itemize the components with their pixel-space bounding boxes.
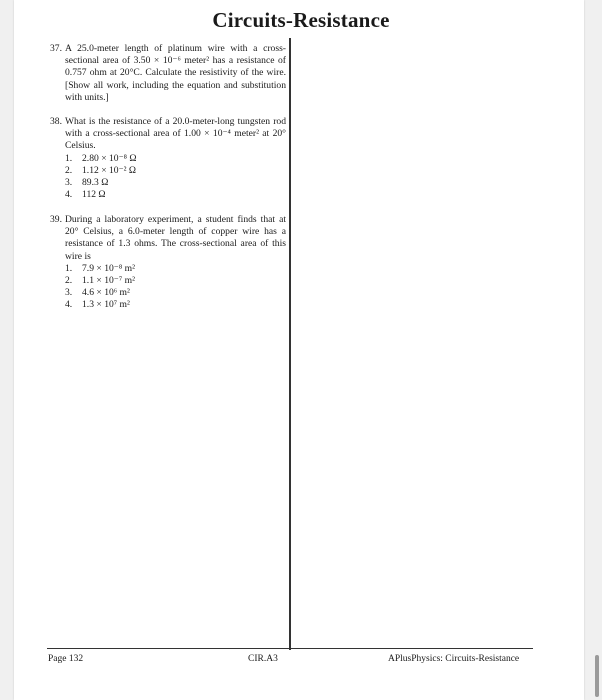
question-39 [50,214,286,312]
question-number: 39. [50,214,62,225]
footer-rule [47,648,533,649]
question-number: 38. [50,116,62,127]
option-number: 3. [65,287,73,299]
option-number: 4. [65,189,73,201]
option-text: 2.80 × 10⁻⁸ Ω [82,152,137,164]
answer-options [50,263,286,312]
option-text: 89.3 Ω [82,176,109,188]
document-page [14,0,584,700]
answer-option [65,299,286,311]
option-number: 4. [65,299,73,311]
option-number: 2. [65,164,73,176]
question-text: A 25.0-meter length of platinum wire with a cross-sectional area of 3.50 × 10⁻⁶ meter² has a resistance of 0.757 ohm at 20°C. Calculate the resistivity of the wire. [Show all work, including the equation and substitution with units.] [65,43,286,103]
footer-page-number: Page 132 [48,654,84,664]
answer-option [65,153,286,165]
answer-option [65,177,286,189]
question-number: 37. [50,43,62,54]
option-text: 7.9 × 10⁻⁸ m² [82,262,135,274]
option-text: 112 Ω [82,189,106,201]
question-37 [50,43,286,104]
option-number: 3. [65,176,73,188]
page-title: Circuits-Resistance [212,8,390,32]
footer-code: CIR.A3 [248,654,278,664]
option-text: 1.3 × 10⁷ m² [82,299,130,311]
scrollbar-thumb[interactable] [595,655,599,697]
answer-option [65,189,286,201]
question-38 [50,116,286,201]
answer-option [65,263,286,275]
answer-options [50,153,286,202]
answer-option [65,275,286,287]
question-text: During a laboratory experiment, a student finds that at 20° Celsius, a 6.0-meter length of copper wire has a resistance of 1.3 ohms. The cross-sectional area of this wire is [65,214,286,262]
question-text: What is the resistance of a 20.0-meter-long tungsten rod with a cross-sectional area of 1.00 × 10⁻⁴ meter² at 20° Celsius. [65,116,286,152]
column-divider [289,38,291,650]
answer-option [65,287,286,299]
option-number: 1. [65,262,73,274]
option-number: 2. [65,275,73,286]
option-text: 1.1 × 10⁻⁷ m² [82,275,135,286]
footer-source: APlusPhysics: Circuits-Resistance [388,654,520,664]
answer-option [65,165,286,177]
option-text: 1.12 × 10⁻² Ω [82,164,137,176]
option-number: 1. [65,152,73,164]
option-text: 4.6 × 10⁶ m² [82,287,130,299]
